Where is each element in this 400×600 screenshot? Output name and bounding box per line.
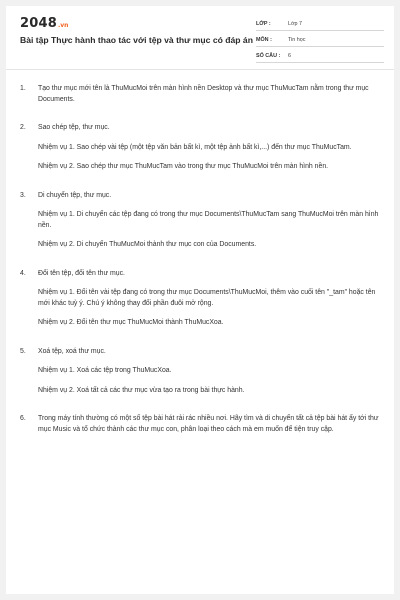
task-text: Nhiệm vụ 1. Sao chép vài tệp (một tệp văn bản bất kì, một tệp ảnh bất kì,...) đến thư mục ThuMucTam. (38, 143, 352, 151)
meta-row-class (256, 17, 384, 31)
question-number: 6. (20, 415, 26, 422)
question-number: 3. (20, 191, 26, 199)
meta-row-question-count (256, 49, 384, 63)
task-text: Nhiệm vụ 1. Đổi tên vài tệp đang có trong thư mục Documents\ThuMucMoi, thêm vào cuối tên "_tam" hoặc tên mới khác tuỳ ý. Chú ý không thay đổi phần đuôi mở rộng. (38, 289, 376, 307)
question-number: 5. (20, 347, 26, 355)
question-text: Xoá tệp, xoá thư mục. (38, 347, 106, 355)
header-divider (6, 69, 394, 70)
question-6 (20, 414, 382, 435)
meta-row-subject (256, 33, 384, 47)
question-content (38, 414, 382, 435)
meta-label: MÔN : (256, 36, 272, 43)
meta-label: SỐ CÂU : (256, 52, 281, 59)
question-text: Sao chép tệp, thư mục. (38, 124, 110, 131)
task-text: Nhiệm vụ 1. Xoá các tệp trong ThuMucXoa. (38, 367, 172, 374)
question-content (38, 191, 382, 251)
question-4 (20, 269, 382, 329)
question-5 (20, 347, 382, 397)
document-page (6, 6, 394, 594)
question-number: 2. (20, 124, 26, 131)
question-number: 1. (20, 85, 26, 92)
document-header (6, 6, 394, 66)
question-1 (20, 84, 382, 105)
question-text: Di chuyển tệp, thư mục. (38, 191, 112, 199)
document-title: Bài tập Thực hành thao tác với tệp và thư mục có đáp án (20, 35, 253, 45)
meta-value: Tin học (288, 36, 306, 43)
site-logo[interactable] (20, 16, 68, 32)
logo-tld: .vn (57, 22, 69, 29)
question-number: 4. (20, 269, 26, 277)
question-list (20, 84, 382, 453)
task-text: Nhiệm vụ 2. Sao chép thư mục ThuMucTam vào trong thư mục ThuMucMoi trên màn hình nền. (38, 163, 329, 170)
meta-label: LỚP : (256, 20, 271, 27)
meta-value: 6 (288, 52, 291, 59)
question-content (38, 123, 382, 173)
task-text: Nhiệm vụ 2. Di chuyển ThuMucMoi thành thư mục con của Documents. (38, 241, 257, 248)
task-text: Nhiệm vụ 1. Di chuyển các tệp đang có trong thư mục Documents\ThuMucTam sang ThuMucMoi trên màn hình nền. (38, 211, 379, 229)
task-text: Nhiệm vụ 2. Đổi tên thư mục ThuMucMoi thành ThuMucXoa. (38, 319, 224, 326)
question-text: Trong máy tính thường có một số tệp bài hát rải rác nhiều nơi. Hãy tìm và di chuyển tất cả tệp bài hát ấy tới thư mục Music và tổ chức thành các thư mục con, phân loại theo cách mà em muốn để tiện truy cập. (38, 415, 379, 433)
question-content (38, 269, 382, 329)
meta-info-table (256, 17, 384, 65)
question-2 (20, 123, 382, 173)
meta-value: Lớp 7 (288, 20, 303, 27)
question-3 (20, 191, 382, 251)
question-content (38, 347, 382, 397)
question-text: Tạo thư mục mới tên là ThuMucMoi trên màn hình nền Desktop và thư mục ThuMucTam nằm trong thư mục Documents. (38, 85, 369, 103)
question-content (38, 84, 382, 105)
task-text: Nhiệm vụ 2. Xoá tất cả các thư mục vừa tạo ra trong bài thực hành. (38, 386, 245, 394)
logo-text: 2048 (20, 16, 57, 31)
question-text: Đổi tên tệp, đổi tên thư mục. (38, 269, 125, 277)
